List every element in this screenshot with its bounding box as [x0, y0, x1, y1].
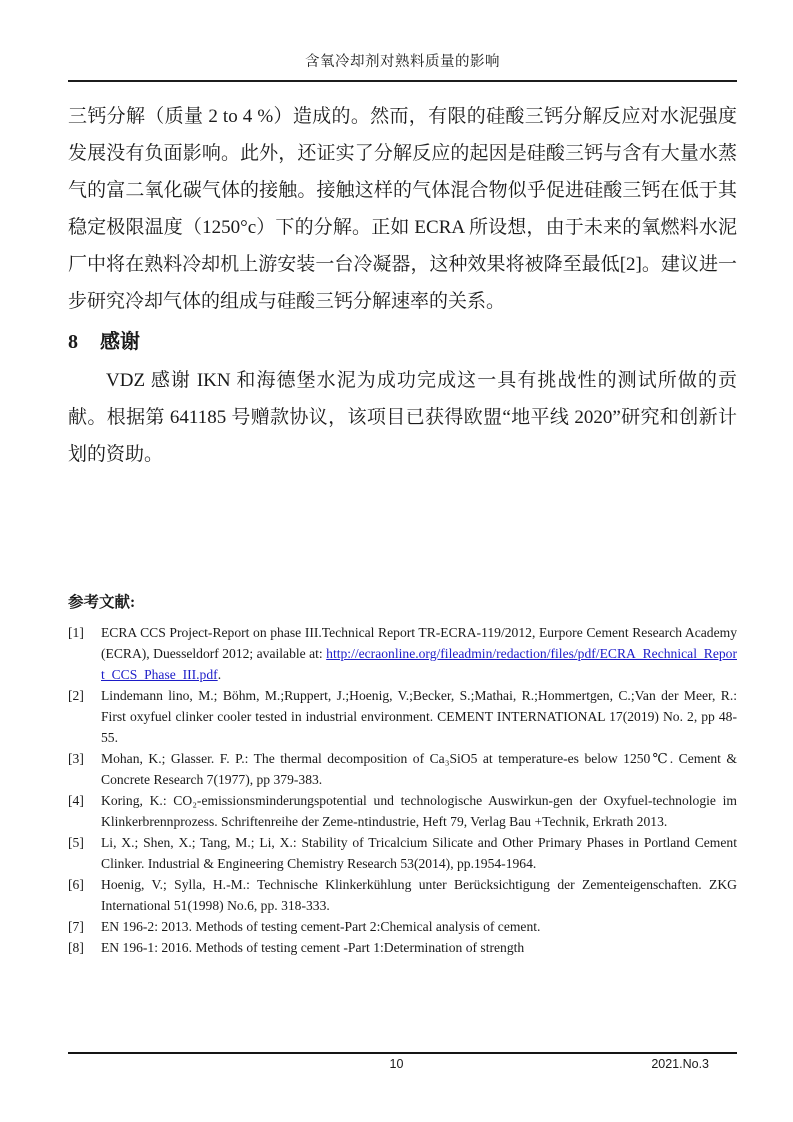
header-rule — [68, 80, 737, 82]
reference-number: [6] — [68, 877, 84, 892]
reference-text: Lindemann lino, M.; Böhm, M.;Ruppert, J.;Hoenig, V.;Becker, S.;Mathai, R.;Hommertgen, C.;Van der Meer, R.: First oxyfuel clinker cooler tested in industrial environment. CEMENT INTERNATIONAL 17(2019) No. 2, pp 48-55. — [101, 688, 737, 745]
reference-url-link[interactable]: http://ecraonline.org/fileadmin/redaction/files/pdf/ECRA_Rechnical_Report_CCS_Phase_III.pdf — [101, 646, 737, 682]
reference-item-6 — [68, 874, 737, 916]
footer-rule — [68, 1052, 737, 1054]
reference-number: [8] — [68, 940, 84, 955]
reference-text: Hoenig, V.; Sylla, H.-M.: Technische Klinkerkühlung unter Berücksichtigung der Zementeigenschaften. ZKG International 51(1998) No.6, pp. 318-333. — [101, 877, 737, 913]
running-header-title: 含氧冷却剂对熟料质量的影响 — [305, 54, 500, 70]
reference-number: [4] — [68, 793, 84, 808]
reference-text: ECRA CCS Project-Report on phase III.Technical Report TR-ECRA-119/2012, Eurpore Cement Research Academy (ECRA), Duesseldorf 2012; available at: — [101, 625, 737, 661]
reference-number: [5] — [68, 835, 84, 850]
footer-issue-label: 2021.No.3 — [651, 1057, 709, 1071]
reference-text: Li, X.; Shen, X.; Tang, M.; Li, X.: Stability of Tricalcium Silicate and Other Primary Phases in Portland Cement Clinker. Industrial & Engineering Chemistry Research 53(2014), pp.1954-1964. — [101, 835, 737, 871]
reference-text: EN 196-2: 2013. Methods of testing cement-Part 2:Chemical analysis of cement. — [101, 919, 541, 934]
reference-number: [7] — [68, 919, 84, 934]
reference-item-7 — [68, 916, 737, 937]
reference-number: [3] — [68, 751, 84, 766]
section-number: 8 — [68, 331, 78, 353]
reference-item-3 — [68, 748, 737, 790]
reference-number: [1] — [68, 625, 84, 640]
section-title: 感谢 — [100, 331, 140, 353]
body-paragraph-continuation: 三钙分解（质量 2 to 4 %）造成的。然而，有限的硅酸三钙分解反应对水泥强度发展没有负面影响。此外，还证实了分解反应的起因是硅酸三钙与含有大量水蒸气的富二氧化碳气体的接触。接触这样的气体混合物似乎促进硅酸三钙在低于其稳定极限温度（1250°c）下的分解。正如 ECRA 所设想，由于未来的氧燃料水泥厂中将在熟料冷却机上游安装一台冷凝器，这种效果将被降至最低[2]。建议进一步研究冷却气体的组成与硅酸三钙分解速率的关系。 — [68, 106, 737, 312]
reference-text: Mohan, K.; Glasser. F. P.: The thermal decomposition of Ca₃SiO5 at temperature-es below 1250℃. Cement & Concrete Research 7(1977), pp 379-383. — [101, 751, 737, 787]
reference-item-2 — [68, 685, 737, 748]
references-list — [68, 622, 737, 958]
page-content — [68, 0, 737, 958]
reference-item-1 — [68, 622, 737, 685]
footer-page-number: 10 — [389, 1057, 404, 1071]
reference-text-suffix: . — [217, 667, 222, 682]
reference-number: [2] — [68, 688, 84, 703]
references-heading: 参考文献: — [68, 594, 136, 611]
reference-item-4 — [68, 790, 737, 832]
acknowledgment-paragraph: VDZ 感谢 IKN 和海德堡水泥为成功完成这一具有挑战性的测试所做的贡献。根据第 641185 号赠款协议，该项目已获得欧盟“地平线 2020”研究和创新计划的资助。 — [68, 370, 737, 465]
reference-item-8 — [68, 937, 737, 958]
reference-text: Koring, K.: CO₂-emissionsminderungspotential und technologische Auswirkun-gen der Oxyfuel-technologie im Klinkerbrennprozess. Schriftenreihe der Zeme-ntindustrie, Heft 79, Verlag Bau +Technik, Erkrath 2013. — [101, 793, 737, 829]
reference-item-5 — [68, 832, 737, 874]
section-heading-acknowledgment — [68, 329, 737, 355]
reference-text: EN 196-1: 2016. Methods of testing cement -Part 1:Determination of strength — [101, 940, 525, 955]
